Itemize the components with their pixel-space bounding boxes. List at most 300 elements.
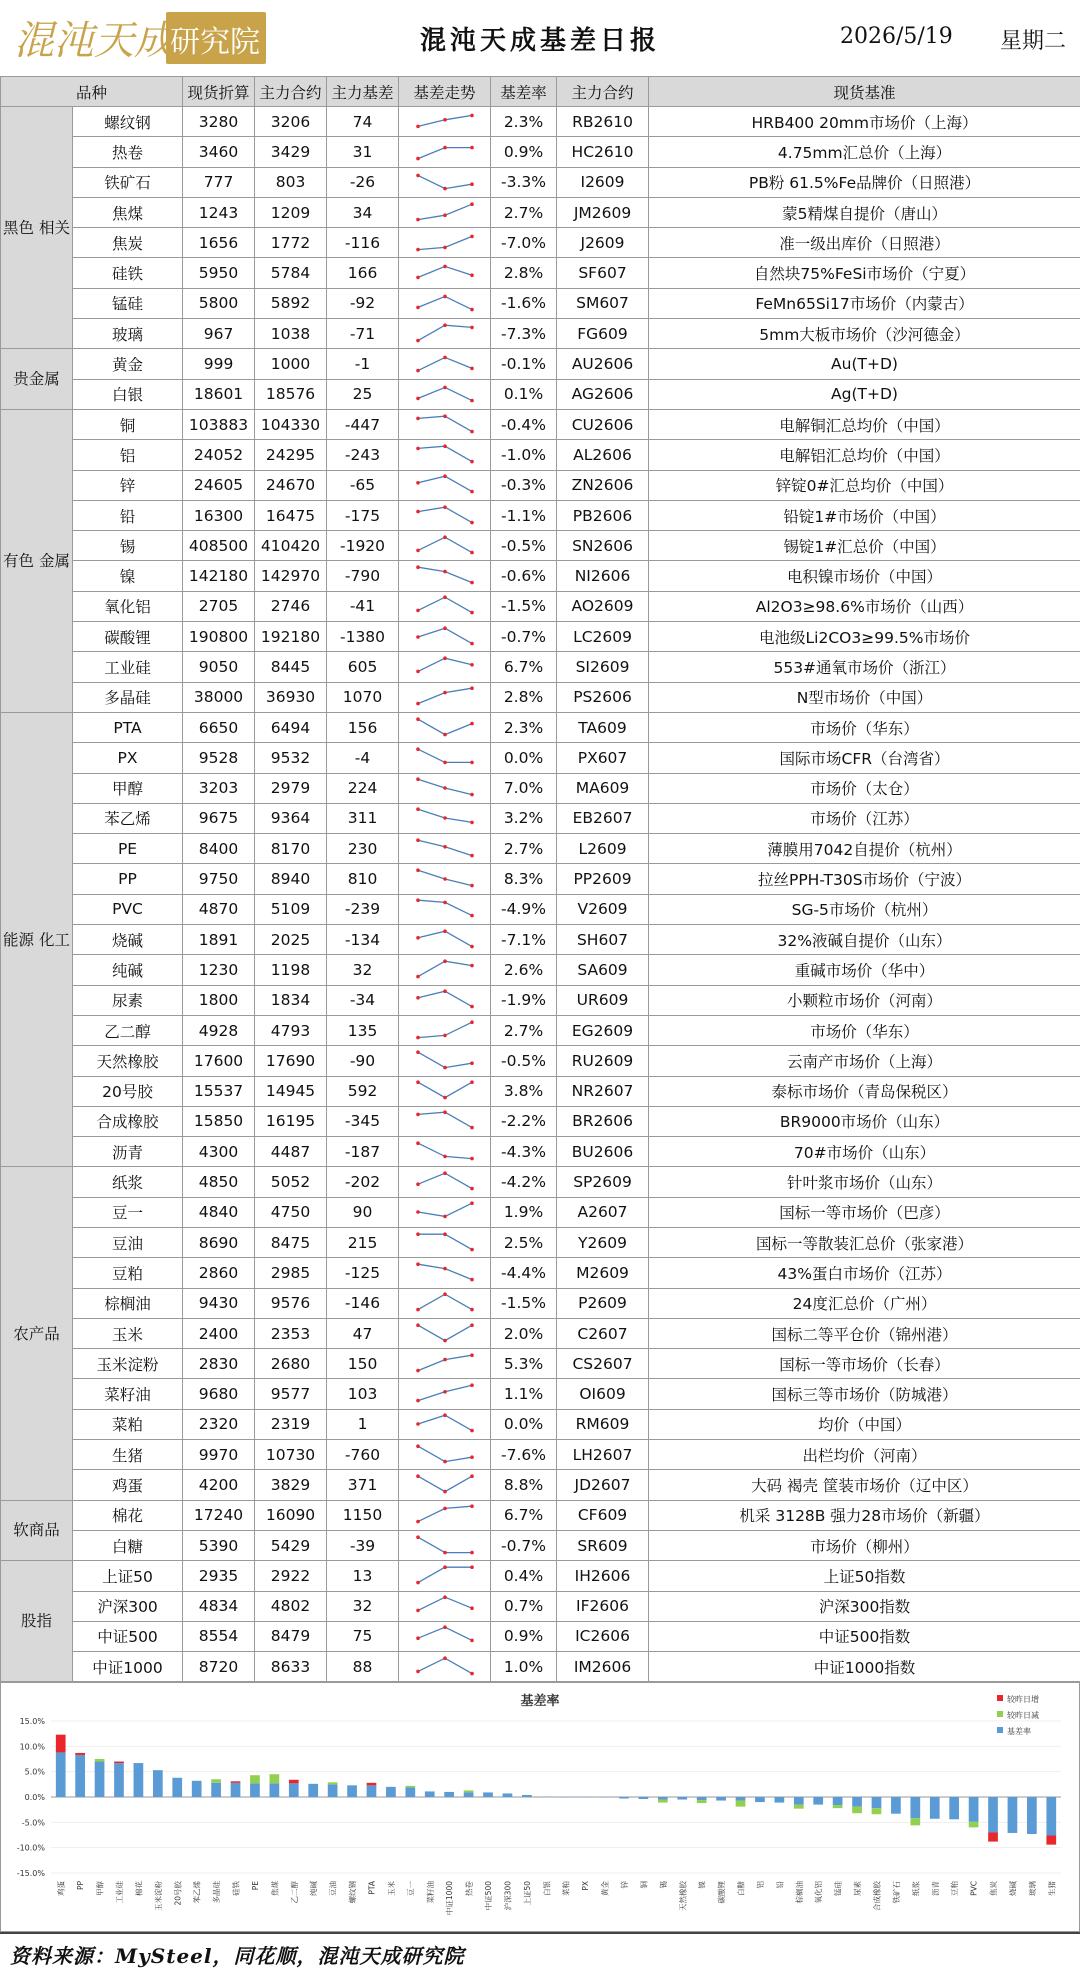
x-tick-label: 焦炭: [988, 1881, 998, 1897]
main-basis: -65: [327, 470, 399, 500]
spot-reference: 电池级Li2CO3≥99.5%市场价: [649, 622, 1080, 652]
bar-basis-rate: [405, 1787, 415, 1797]
sparkline-point: [416, 1637, 420, 1641]
main-basis: 810: [327, 864, 399, 894]
main-basis: 230: [327, 834, 399, 864]
bar-basis-rate: [134, 1763, 144, 1797]
sparkline-point: [470, 854, 474, 858]
bar-basis-rate: [600, 1797, 610, 1798]
legend-swatch: [997, 1727, 1003, 1733]
main-contract-code: V2609: [557, 894, 649, 924]
sparkline-point: [416, 1474, 420, 1478]
bar-basis-rate: [367, 1785, 377, 1797]
main-contract-code: PP2609: [557, 864, 649, 894]
basis-rate: 2.8%: [491, 258, 557, 288]
table-row: [1, 1046, 1080, 1076]
sparkline-point: [416, 996, 420, 1000]
table-body: [1, 107, 1080, 1682]
sparkline-point: [416, 899, 420, 903]
sparkline-point: [470, 325, 474, 329]
basis-rate: -2.2%: [491, 1106, 557, 1136]
spot-reference: SG-5市场价（杭州）: [649, 894, 1080, 924]
spot-price: 4870: [183, 894, 255, 924]
futures-price: 1772: [255, 228, 327, 258]
main-basis: -41: [327, 591, 399, 621]
sparkline-point: [416, 447, 420, 451]
sparkline-point: [443, 1096, 447, 1100]
group-label: 有色 金属: [1, 409, 73, 712]
main-contract-code: M2609: [557, 1258, 649, 1288]
chart-title: 基差率: [520, 1693, 559, 1709]
spot-reference: 云南产市场价（上海）: [649, 1046, 1080, 1076]
table-row: [1, 834, 1080, 864]
spot-reference: 重碱市场价（华中）: [649, 955, 1080, 985]
sparkline-point: [470, 367, 474, 371]
basis-rate: -1.1%: [491, 500, 557, 530]
main-basis: 103: [327, 1379, 399, 1409]
variety-name: 多晶硅: [73, 682, 183, 712]
main-basis: 371: [327, 1470, 399, 1500]
sparkline-point: [416, 339, 420, 343]
basis-rate: -1.5%: [491, 591, 557, 621]
table-row: [1, 1318, 1080, 1348]
table-row: [1, 1500, 1080, 1530]
legend-swatch: [997, 1695, 1003, 1701]
futures-price: 8445: [255, 652, 327, 682]
group-label: 能源 化工: [1, 712, 73, 1166]
spot-price: 2705: [183, 591, 255, 621]
basis-rate: 3.8%: [491, 1076, 557, 1106]
spot-reference: 市场价（江苏）: [649, 803, 1080, 833]
futures-price: 5892: [255, 288, 327, 318]
variety-name: 铝: [73, 440, 183, 470]
basis-rate: 5.3%: [491, 1349, 557, 1379]
variety-name: 玉米淀粉: [73, 1349, 183, 1379]
sparkline-line: [418, 931, 472, 946]
bar-decrease: [464, 1790, 474, 1792]
basis-table: [0, 76, 1080, 1682]
spot-reference: FeMn65Si17市场价（内蒙古）: [649, 288, 1080, 318]
futures-price: 1038: [255, 319, 327, 349]
bar-decrease: [969, 1822, 979, 1828]
basis-trend-sparkline: [399, 107, 491, 137]
main-contract-code: LC2609: [557, 622, 649, 652]
chart-svg: [1, 1683, 1079, 1931]
sparkline-point: [416, 1081, 420, 1085]
sparkline-point: [470, 308, 474, 312]
basis-trend-sparkline: [399, 258, 491, 288]
x-tick-label: 棉花: [133, 1881, 143, 1897]
sparkline-point: [443, 1565, 447, 1569]
basis-trend-sparkline: [399, 561, 491, 591]
sparkline-line: [418, 1476, 472, 1491]
x-tick-label: 铝: [755, 1881, 765, 1889]
sparkline-line: [418, 658, 472, 671]
main-basis: 32: [327, 955, 399, 985]
basis-trend-sparkline: [399, 440, 491, 470]
sparkline-point: [443, 475, 447, 479]
table-row: [1, 1288, 1080, 1318]
sparkline-point: [416, 1050, 420, 1054]
sparkline-point: [416, 702, 420, 706]
basis-rate: -4.3%: [491, 1137, 557, 1167]
table-row: [1, 167, 1080, 197]
x-tick-label: PP: [76, 1881, 85, 1891]
x-tick-label: 工业硅: [114, 1881, 124, 1904]
variety-name: 中证1000: [73, 1652, 183, 1682]
legend-label: 较昨日减: [1007, 1710, 1039, 1720]
basis-trend-sparkline: [399, 1379, 491, 1409]
x-tick-label: 纯碱: [308, 1881, 318, 1897]
table-header-row: [1, 77, 1080, 107]
variety-name: 焦煤: [73, 197, 183, 227]
variety-name: 镍: [73, 561, 183, 591]
variety-name: 硅铁: [73, 258, 183, 288]
futures-price: 16475: [255, 500, 327, 530]
main-contract-code: LH2607: [557, 1440, 649, 1470]
sparkline-point: [470, 884, 474, 888]
sparkline-point: [470, 1005, 474, 1009]
basis-trend-sparkline: [399, 1227, 491, 1257]
x-tick-label: 碳酸锂: [716, 1881, 726, 1904]
sparkline-point: [470, 1474, 474, 1478]
sparkline-point: [443, 1596, 447, 1600]
bar-basis-rate: [211, 1783, 221, 1797]
main-contract-code: AL2606: [557, 440, 649, 470]
main-basis: -175: [327, 500, 399, 530]
variety-name: PVC: [73, 894, 183, 924]
basis-rate: 2.8%: [491, 682, 557, 712]
spot-price: 8690: [183, 1227, 255, 1257]
spot-price: 15850: [183, 1106, 255, 1136]
futures-price: 5052: [255, 1167, 327, 1197]
sparkline-point: [416, 975, 420, 979]
spot-reference: 电解铜汇总均价（中国）: [649, 409, 1080, 439]
futures-price: 3206: [255, 107, 327, 137]
futures-price: 14945: [255, 1076, 327, 1106]
basis-rate: -1.0%: [491, 440, 557, 470]
spot-reference: 5mm大板市场价（沙河德金）: [649, 319, 1080, 349]
sparkline-point: [443, 596, 447, 600]
report-weekday: 星期二: [1000, 24, 1066, 55]
spot-price: 15537: [183, 1076, 255, 1106]
sparkline-point: [443, 732, 447, 736]
spot-price: 3280: [183, 107, 255, 137]
bar-basis-rate: [522, 1795, 532, 1797]
spot-price: 5800: [183, 288, 255, 318]
x-tick-label: 豆粕: [949, 1881, 959, 1897]
bar-decrease: [270, 1774, 280, 1783]
spot-price: 4200: [183, 1470, 255, 1500]
basis-rate: 2.0%: [491, 1318, 557, 1348]
basis-rate: 0.0%: [491, 1409, 557, 1439]
bar-basis-rate: [697, 1797, 707, 1800]
basis-trend-sparkline: [399, 1167, 491, 1197]
x-tick-label: 铅: [774, 1881, 784, 1889]
variety-name: 豆油: [73, 1227, 183, 1257]
basis-rate: -0.7%: [491, 622, 557, 652]
sparkline-line: [418, 507, 472, 522]
futures-price: 36930: [255, 682, 327, 712]
sparkline-point: [470, 1157, 474, 1161]
bar-basis-rate: [852, 1797, 862, 1807]
futures-price: 6494: [255, 712, 327, 742]
futures-price: 2746: [255, 591, 327, 621]
main-basis: 605: [327, 652, 399, 682]
sparkline-line: [418, 961, 472, 976]
spot-price: 4850: [183, 1167, 255, 1197]
main-contract-code: JD2607: [557, 1470, 649, 1500]
sparkline-point: [443, 245, 447, 249]
sparkline-point: [470, 760, 474, 764]
bar-basis-rate: [677, 1797, 687, 1800]
basis-rate: 0.9%: [491, 1621, 557, 1651]
spot-reference: 出栏均价（河南）: [649, 1440, 1080, 1470]
basis-rate: 2.5%: [491, 1227, 557, 1257]
table-row: [1, 1197, 1080, 1227]
sparkline-point: [416, 936, 420, 940]
col-header-basis: 主力基差: [327, 77, 399, 107]
sparkline-point: [443, 1215, 447, 1219]
main-basis: 31: [327, 137, 399, 167]
futures-price: 2922: [255, 1561, 327, 1591]
sparkline-line: [418, 810, 472, 823]
basis-trend-sparkline: [399, 1349, 491, 1379]
basis-trend-sparkline: [399, 682, 491, 712]
basis-trend-sparkline: [399, 1530, 491, 1560]
variety-name: 沪深300: [73, 1591, 183, 1621]
sparkline-point: [443, 656, 447, 660]
basis-trend-sparkline: [399, 228, 491, 258]
futures-price: 2979: [255, 773, 327, 803]
basis-trend-sparkline: [399, 1561, 491, 1591]
table-row: [1, 1621, 1080, 1651]
sparkline-point: [470, 721, 474, 725]
x-tick-label: 铁矿石: [891, 1881, 901, 1904]
basis-rate: -1.5%: [491, 1288, 557, 1318]
futures-price: 2025: [255, 925, 327, 955]
spot-price: 8554: [183, 1621, 255, 1651]
bar-decrease: [250, 1775, 260, 1783]
x-tick-label: 合成橡胶: [871, 1881, 881, 1911]
variety-name: PE: [73, 834, 183, 864]
basis-rate: 8.3%: [491, 864, 557, 894]
sparkline-point: [443, 929, 447, 933]
spot-reference: 电积镍市场价（中国）: [649, 561, 1080, 591]
futures-price: 8940: [255, 864, 327, 894]
basis-rate: 0.1%: [491, 379, 557, 409]
basis-trend-sparkline: [399, 985, 491, 1015]
spot-reference: Au(T+D): [649, 349, 1080, 379]
spot-reference: N型市场价（中国）: [649, 682, 1080, 712]
basis-trend-sparkline: [399, 1258, 491, 1288]
main-basis: 32: [327, 1591, 399, 1621]
sparkline-point: [470, 234, 474, 238]
main-contract-code: RU2609: [557, 1046, 649, 1076]
sparkline-point: [470, 1308, 474, 1312]
x-tick-label: 多晶硅: [211, 1881, 221, 1904]
variety-name: 纸浆: [73, 1167, 183, 1197]
basis-rate: -1.6%: [491, 288, 557, 318]
group-label: 农产品: [1, 1167, 73, 1500]
futures-price: 16195: [255, 1106, 327, 1136]
main-basis: 74: [327, 107, 399, 137]
bar-basis-rate: [813, 1797, 823, 1805]
sparkline-line: [418, 1446, 472, 1461]
main-basis: -760: [327, 1440, 399, 1470]
spot-price: 16300: [183, 500, 255, 530]
spot-reference: 国标三等市场价（防城港）: [649, 1379, 1080, 1409]
main-basis: 25: [327, 379, 399, 409]
bar-basis-rate: [231, 1783, 241, 1797]
sparkline-point: [470, 687, 474, 691]
main-contract-code: CF609: [557, 1500, 649, 1530]
table-row: [1, 1652, 1080, 1682]
basis-rate: -0.5%: [491, 1046, 557, 1076]
futures-price: 17690: [255, 1046, 327, 1076]
futures-price: 4793: [255, 1015, 327, 1045]
sparkline-point: [416, 868, 420, 872]
variety-name: 锌: [73, 470, 183, 500]
sparkline-point: [443, 1358, 447, 1362]
futures-price: 10730: [255, 1440, 327, 1470]
variety-name: 生猪: [73, 1440, 183, 1470]
futures-price: 16090: [255, 1500, 327, 1530]
futures-price: 2985: [255, 1258, 327, 1288]
main-contract-code: NR2607: [557, 1076, 649, 1106]
table-row: [1, 591, 1080, 621]
spot-reference: 国标一等市场价（长春）: [649, 1349, 1080, 1379]
main-contract-code: AO2609: [557, 591, 649, 621]
sparkline-point: [470, 1505, 474, 1509]
sparkline-point: [416, 1423, 420, 1427]
x-tick-label: 棕榈油: [794, 1881, 804, 1904]
futures-price: 9576: [255, 1288, 327, 1318]
spot-reference: HRB400 20mm市场价（上海）: [649, 107, 1080, 137]
spot-price: 9675: [183, 803, 255, 833]
x-tick-label: 玉米淀粉: [153, 1881, 163, 1911]
basis-rate: -7.1%: [491, 925, 557, 955]
bar-increase: [75, 1753, 85, 1755]
spot-price: 1230: [183, 955, 255, 985]
sparkline-point: [470, 1061, 474, 1065]
sparkline-point: [416, 1035, 420, 1039]
sparkline-line: [418, 1628, 472, 1641]
table-row: [1, 1530, 1080, 1560]
sparkline-line: [418, 1416, 472, 1431]
main-contract-code: BR2606: [557, 1106, 649, 1136]
main-contract-code: SN2606: [557, 531, 649, 561]
main-contract-code: PB2606: [557, 500, 649, 530]
spot-price: 24605: [183, 470, 255, 500]
sparkline-line: [418, 719, 472, 734]
sparkline-point: [443, 959, 447, 963]
futures-price: 2353: [255, 1318, 327, 1348]
bar-basis-rate: [561, 1797, 571, 1798]
sparkline-point: [470, 1081, 474, 1085]
main-basis: 1: [327, 1409, 399, 1439]
x-tick-label: 玻璃: [1027, 1881, 1037, 1897]
main-contract-code: SI2609: [557, 652, 649, 682]
sparkline-point: [416, 217, 420, 221]
sparkline-point: [470, 113, 474, 117]
main-basis: -90: [327, 1046, 399, 1076]
main-contract-code: CU2606: [557, 409, 649, 439]
basis-trend-sparkline: [399, 622, 491, 652]
sparkline-point: [416, 1669, 420, 1673]
x-tick-label: 沪深300: [502, 1881, 512, 1911]
main-contract-code: Y2609: [557, 1227, 649, 1257]
table-row: [1, 985, 1080, 1015]
bar-basis-rate: [658, 1797, 668, 1800]
col-header-contract: 主力合约: [255, 77, 327, 107]
sparkline-point: [416, 481, 420, 485]
basis-trend-sparkline: [399, 925, 491, 955]
variety-name: 烧碱: [73, 925, 183, 955]
sparkline-point: [470, 551, 474, 555]
y-tick-label: -15.0%: [17, 1869, 46, 1878]
basis-trend-sparkline: [399, 1137, 491, 1167]
spot-price: 6650: [183, 712, 255, 742]
variety-name: PX: [73, 743, 183, 773]
col-header-variety: 品种: [1, 77, 183, 107]
x-tick-label: 中证1000: [444, 1881, 454, 1915]
main-contract-code: J2609: [557, 228, 649, 258]
sparkline-line: [418, 628, 472, 643]
basis-trend-sparkline: [399, 1197, 491, 1227]
sparkline-point: [443, 1507, 447, 1511]
sparkline-point: [470, 1550, 474, 1554]
futures-price: 5429: [255, 1530, 327, 1560]
sparkline-point: [470, 460, 474, 464]
main-contract-code: PS2606: [557, 682, 649, 712]
main-basis: -447: [327, 409, 399, 439]
main-contract-code: EG2609: [557, 1015, 649, 1045]
variety-name: 棕榈油: [73, 1288, 183, 1318]
main-contract-code: RB2610: [557, 107, 649, 137]
main-basis: 224: [327, 773, 399, 803]
table-row: [1, 894, 1080, 924]
variety-name: PP: [73, 864, 183, 894]
table-row: [1, 1349, 1080, 1379]
x-tick-label: 白银: [541, 1881, 551, 1897]
basis-rate: 2.3%: [491, 712, 557, 742]
spot-reference: 中证500指数: [649, 1621, 1080, 1651]
bar-basis-rate: [444, 1792, 454, 1797]
futures-price: 2319: [255, 1409, 327, 1439]
sparkline-point: [416, 778, 420, 782]
spot-reference: 上证50指数: [649, 1561, 1080, 1591]
sparkline-line: [418, 1234, 472, 1249]
basis-trend-sparkline: [399, 470, 491, 500]
x-tick-label: 天然橡胶: [677, 1881, 687, 1911]
sparkline-point: [470, 1323, 474, 1327]
bar-basis-rate: [464, 1792, 474, 1797]
basis-rate: -4.9%: [491, 894, 557, 924]
spot-price: 17240: [183, 1500, 255, 1530]
basis-rate: 2.7%: [491, 834, 557, 864]
sparkline-point: [470, 1639, 474, 1643]
bar-basis-rate: [891, 1797, 901, 1814]
main-contract-code: IH2606: [557, 1561, 649, 1591]
main-basis: -1920: [327, 531, 399, 561]
sparkline-line: [418, 1294, 472, 1309]
futures-price: 18576: [255, 379, 327, 409]
bar-basis-rate: [289, 1783, 299, 1797]
bar-basis-rate: [386, 1787, 396, 1797]
x-tick-label: 白糖: [736, 1881, 746, 1897]
sparkline-point: [470, 1384, 474, 1388]
